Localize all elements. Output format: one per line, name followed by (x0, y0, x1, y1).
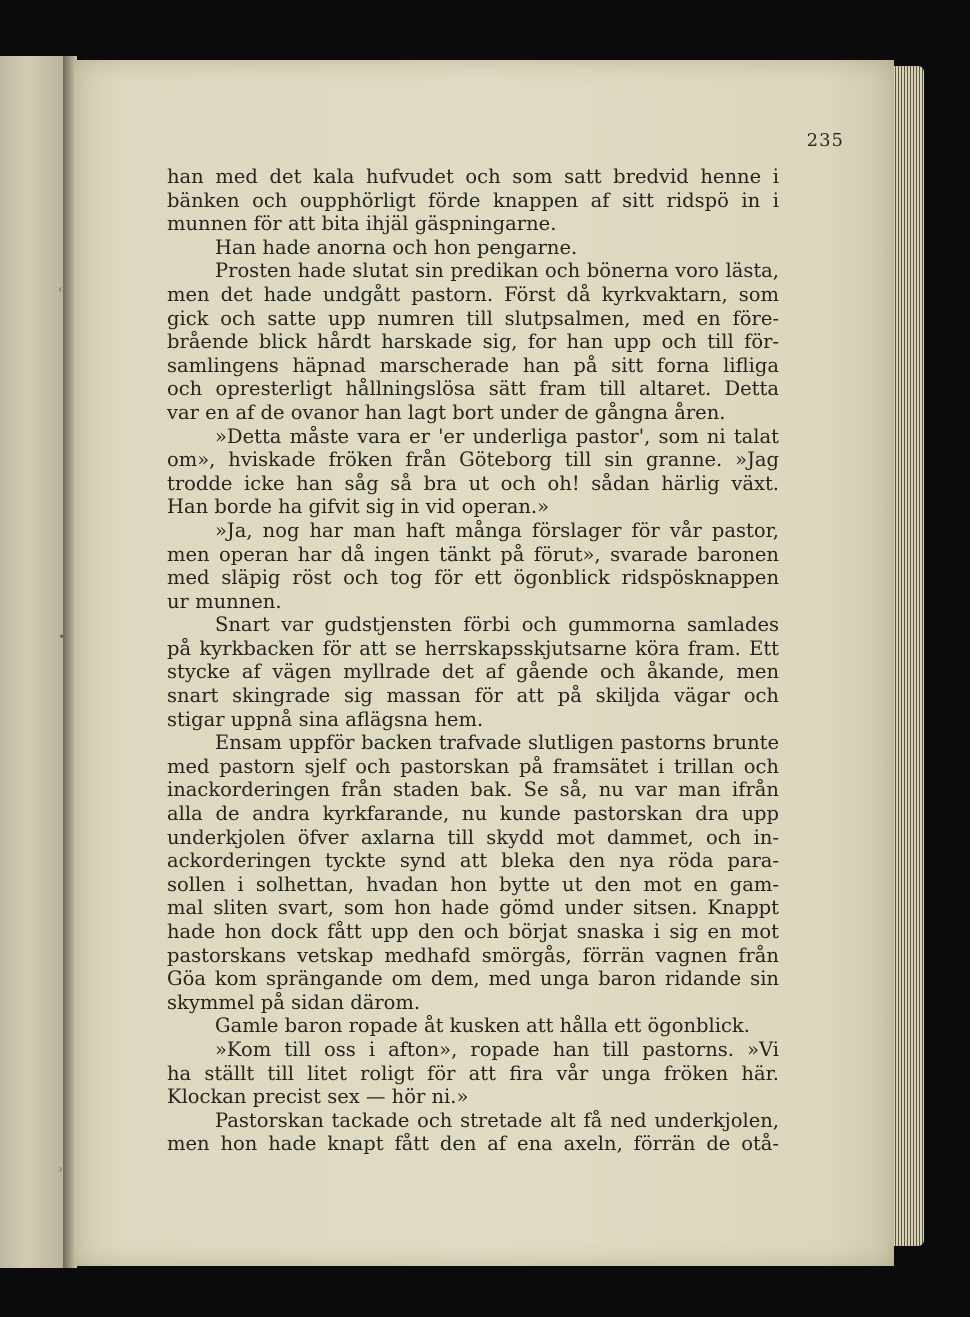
text-line: men det hade undgått pastorn. Först då kyrkvaktarn, som (167, 282, 779, 306)
page-text (167, 165, 779, 1156)
text-line: Han hade anorna och hon pengarne. (215, 235, 578, 259)
page-number: 235 (806, 130, 844, 151)
left-page-edge (0, 56, 68, 1268)
text-line: på kyrkbacken för att se herrskapsskjutsarne köra fram. Ett (167, 636, 779, 660)
margin-mark: › (58, 1162, 63, 1176)
text-line: skymmel på sidan därom. (167, 990, 421, 1014)
text-line: om», hviskade fröken från Göteborg till sin granne. »Jag (167, 448, 779, 472)
text-line: gick och satte upp numren till slutpsalmen, med en före- (167, 306, 779, 330)
text-line: underkjolen öfver axlarna till skydd mot dammet, och in- (167, 825, 779, 849)
text-line: Gamle baron ropade åt kusken att hålla ett ögonblick. (215, 1014, 750, 1038)
text-line: samlingens häpnad marscherade han på sitt forna lifliga (167, 353, 779, 377)
text-line: Ensam uppför backen trafvade slutligen pastorns brunte (215, 731, 779, 755)
text-line: var en af de ovanor han lagt bort under de gångna åren. (167, 400, 726, 424)
text-line: Göa kom sprängande om dem, med unga baron ridande sin (167, 967, 779, 991)
text-line: pastorskans vetskap medhafd smörgås, förrän vagnen från (167, 943, 779, 967)
text-line: mal sliten svart, som hon hade gömd under sitsen. Knappt (167, 896, 779, 920)
text-line: trodde icke han såg så bra ut och oh! sådan härlig växt. (167, 471, 779, 495)
text-line: Klockan precist sex — hör ni.» (167, 1085, 469, 1109)
text-line: Pastorskan tackade och stretade alt få ned underkjolen, (215, 1108, 779, 1132)
text-line: han med det kala hufvudet och som satt bredvid henne i (167, 165, 779, 188)
text-line: munnen för att bita ihjäl gäspningarne. (167, 212, 557, 236)
text-line: brående blick hårdt harskade sig, for han upp och till för- (167, 330, 779, 354)
margin-mark: ‹ (58, 282, 63, 296)
text-line: »Ja, nog har man haft många förslager för vår pastor, (215, 518, 779, 542)
text-line: med släpig röst och tog för ett ögonblick ridspösknappen (167, 566, 779, 590)
text-line: med pastorn sjelf och pastorskan på framsätet i trillan och (167, 754, 779, 778)
text-line: snart skingrade sig massan för att på skiljda vägar och (167, 684, 779, 708)
text-line: »Kom till oss i afton», ropade han till pastorns. »Vi (215, 1037, 779, 1061)
text-line: alla de andra kyrkfarande, nu kunde pastorskan dra upp (167, 802, 779, 826)
text-line: hade hon dock fått upp den och börjat snaska i sig en mot (167, 920, 779, 943)
text-line: sollen i solhettan, hvadan hon bytte ut den mot en gam- (167, 872, 779, 896)
text-line: ur munnen. (167, 589, 282, 613)
text-line: men operan har då ingen tänkt på förut», svarade baronen (167, 542, 779, 566)
text-line: Han borde ha gifvit sig in vid operan.» (167, 495, 550, 519)
text-line: men hon hade knapt fått den af ena axeln, förrän de otå- (167, 1132, 779, 1156)
text-line: ackorderingen tyckte synd att bleka den nya röda para- (167, 849, 779, 873)
text-line: inackorderingen från staden bak. Se så, nu var man ifrån (167, 778, 779, 802)
book-page (74, 60, 894, 1266)
text-line: ha ställt till litet roligt för att fira vår unga fröken här. (167, 1061, 779, 1085)
margin-mark: • (58, 630, 66, 644)
text-line: bänken och oupphörligt förde knappen af sitt ridspö in i (167, 188, 779, 212)
text-line: »Detta måste vara er 'er underliga pastor', som ni talat (215, 424, 779, 448)
text-line: stycke af vägen myllrade det af gående och åkande, men (167, 660, 779, 684)
text-line: stigar uppnå sina aflägsna hem. (167, 707, 484, 731)
text-line: Prosten hade slutat sin predikan och bönerna voro lästa, (215, 259, 779, 283)
text-line: Snart var gudstjensten förbi och gummorna samlades (215, 613, 779, 637)
text-line: och opresterligt hållningslösa sätt fram till altaret. Detta (167, 377, 779, 401)
